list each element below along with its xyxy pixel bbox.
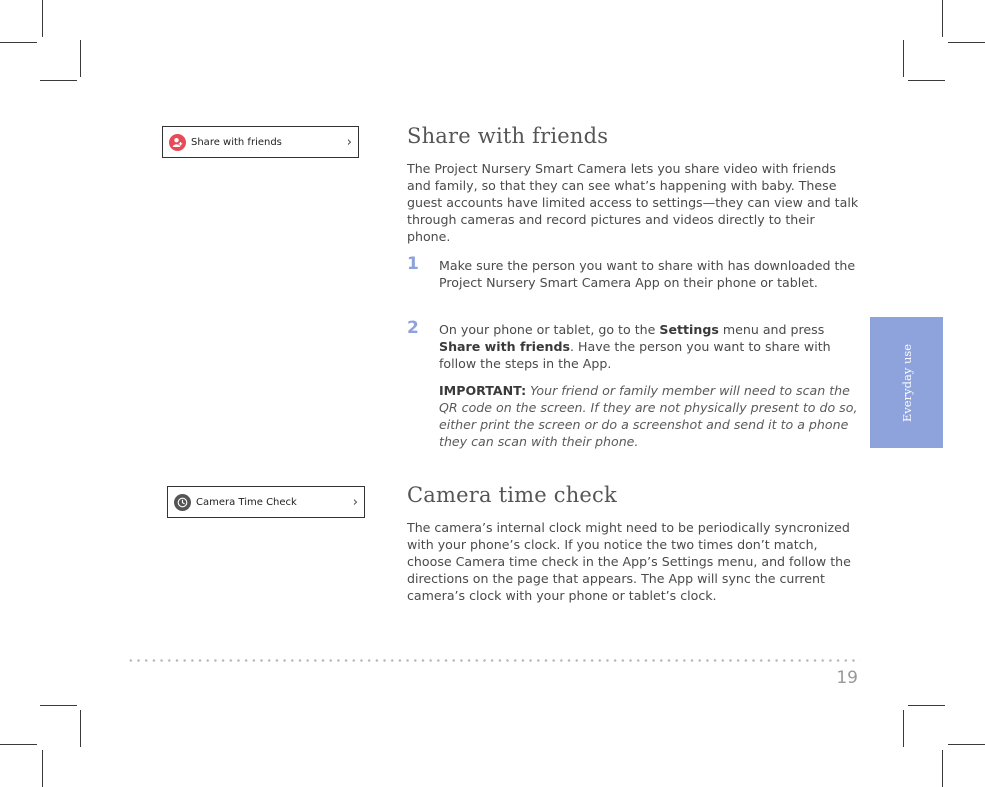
crop-mark <box>948 42 985 43</box>
crop-mark <box>40 80 77 81</box>
crop-mark <box>80 40 81 77</box>
share-with-friends-label: Share with friends <box>191 136 282 148</box>
settings-term: Settings <box>659 322 719 337</box>
crop-mark <box>42 750 43 787</box>
crop-mark <box>942 0 943 37</box>
crop-mark <box>0 744 37 745</box>
chevron-right-icon: › <box>346 134 352 150</box>
crop-mark <box>903 40 904 77</box>
step-text: Make sure the person you want to share with has downloaded the Project Nursery Smart Camera App on their phone or tablet. <box>439 258 856 290</box>
crop-mark <box>948 744 985 745</box>
step-text-part: On your phone or tablet, go to the <box>439 322 660 337</box>
share-with-friends-menu-item <box>162 126 359 158</box>
time-check-heading: Camera time check <box>407 483 617 507</box>
important-label: IMPORTANT: <box>439 383 527 398</box>
share-user-icon <box>169 134 186 151</box>
crop-mark <box>0 42 37 43</box>
page-number: 19 <box>836 668 858 688</box>
clock-icon <box>174 494 191 511</box>
step-1 <box>407 254 862 291</box>
crop-mark <box>80 710 81 747</box>
crop-mark <box>42 0 43 37</box>
camera-time-check-label: Camera Time Check <box>196 496 297 508</box>
camera-time-check-menu-item <box>167 486 365 518</box>
important-text: Your friend or family member will need to scan the QR code on the screen. If they are not physically present to do so, either print the screen or do a screenshot and send it to a phone they can scan with their phone. <box>439 383 858 449</box>
crop-mark <box>903 710 904 747</box>
step-number: 1 <box>407 254 419 274</box>
step-2 <box>407 318 862 450</box>
section-tab <box>870 317 943 448</box>
step-text-part: menu and press <box>718 322 825 337</box>
crop-mark <box>908 80 945 81</box>
section-tab-label: Everyday use <box>899 343 914 422</box>
crop-mark <box>908 705 945 706</box>
dotted-divider <box>127 659 860 662</box>
share-intro: The Project Nursery Smart Camera lets you share video with friends and family, so that they can see what’s happening with baby. These guest accounts have limited access to settings—they can view and talk through cameras and record pictures and videos directly to their phone. <box>407 161 859 244</box>
step-text-part: . Have the person you want to share with follow the steps in the App. <box>439 339 831 371</box>
step-number: 2 <box>407 318 419 338</box>
crop-mark <box>40 705 77 706</box>
time-check-body: The camera’s internal clock might need to be periodically syncronized with your phone’s clock. If you notice the two times don’t match, choose Camera time check in the App’s Settings menu, and follow the directions on the page that appears. The App will sync the current camera’s clock with your phone or tablet’s clock. <box>407 520 851 603</box>
step-text <box>439 321 862 372</box>
chevron-right-icon: › <box>352 494 358 510</box>
crop-mark <box>942 750 943 787</box>
share-heading: Share with friends <box>407 124 609 148</box>
share-with-friends-term: Share with friends <box>439 339 571 354</box>
important-note <box>439 382 862 450</box>
